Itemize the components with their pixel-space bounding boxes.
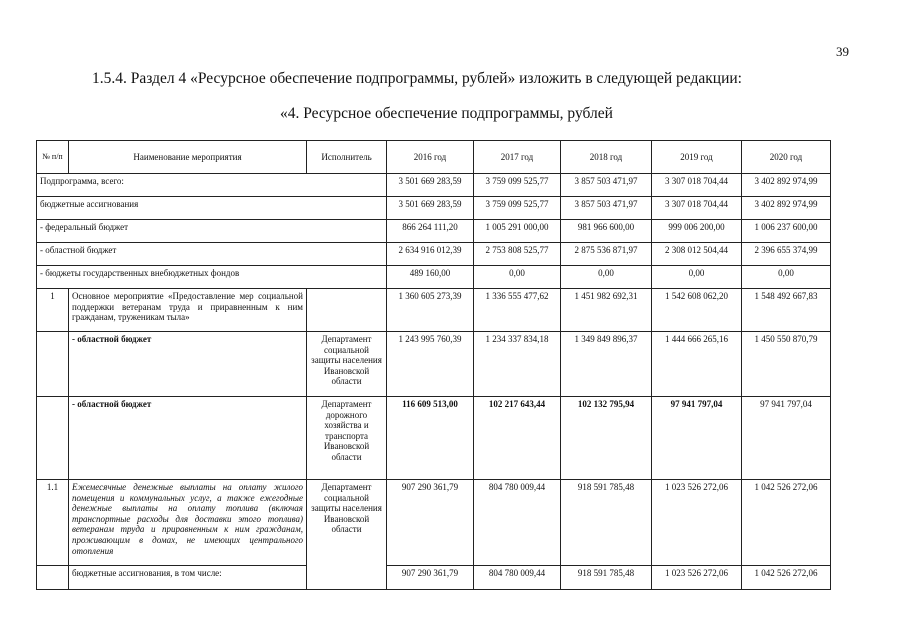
row-value-2017: 102 217 643,44 [474,397,561,480]
table-row [37,480,831,566]
row-name: бюджетные ассигнования [37,197,387,220]
row-value-2020: 1 450 550 870,79 [742,332,831,397]
row-value-2018: 918 591 785,48 [561,480,652,566]
row-value-2019: 1 023 526 272,06 [652,566,742,590]
header-year-2019: 2019 год [652,141,742,174]
table-row [37,332,831,397]
row-value-2016: 866 264 111,20 [387,220,474,243]
row-value-2019: 1 542 608 062,20 [652,289,742,332]
row-name: - областной бюджет [69,332,307,397]
table-row [37,174,831,197]
table-row [37,197,831,220]
row-num [37,566,69,590]
row-value-2020: 3 402 892 974,99 [742,174,831,197]
row-value-2018: 1 451 982 692,31 [561,289,652,332]
row-value-2018: 1 349 849 896,37 [561,332,652,397]
row-value-2018: 3 857 503 471,97 [561,197,652,220]
section-heading: 1.5.4. Раздел 4 «Ресурсное обеспечение подпрограммы, рублей» изложить в следующей редакции: [92,70,742,87]
row-value-2018: 102 132 795,94 [561,397,652,480]
row-num [37,397,69,480]
row-value-2020: 1 006 237 600,00 [742,220,831,243]
row-value-2016: 489 160,00 [387,266,474,289]
row-value-2017: 3 759 099 525,77 [474,174,561,197]
row-executor [307,289,387,332]
row-value-2018: 3 857 503 471,97 [561,174,652,197]
row-value-2018: 918 591 785,48 [561,566,652,590]
row-num: 1.1 [37,480,69,566]
row-value-2018: 981 966 600,00 [561,220,652,243]
row-value-2016: 1 360 605 273,39 [387,289,474,332]
row-value-2018: 2 875 536 871,97 [561,243,652,266]
row-value-2017: 1 336 555 477,62 [474,289,561,332]
header-year-2018: 2018 год [561,141,652,174]
row-value-2017: 3 759 099 525,77 [474,197,561,220]
row-value-2019: 2 308 012 504,44 [652,243,742,266]
page-number: 39 [836,44,849,59]
resource-table [36,140,831,590]
row-executor: Департамент социальной защиты населения Ивановской области [307,332,387,397]
row-name: - областной бюджет [69,397,307,480]
row-value-2016: 2 634 916 012,39 [387,243,474,266]
row-value-2017: 804 780 009,44 [474,480,561,566]
header-year-2017: 2017 год [474,141,561,174]
row-value-2019: 3 307 018 704,44 [652,174,742,197]
row-value-2020: 2 396 655 374,99 [742,243,831,266]
row-value-2016: 907 290 361,79 [387,566,474,590]
header-name: Наименование мероприятия [69,141,307,174]
row-executor: Департамент дорожного хозяйства и транспорта Ивановской области [307,397,387,480]
row-value-2016: 3 501 669 283,59 [387,174,474,197]
row-value-2016: 907 290 361,79 [387,480,474,566]
header-executor: Исполнитель [307,141,387,174]
row-value-2017: 1 234 337 834,18 [474,332,561,397]
row-value-2016: 116 609 513,00 [387,397,474,480]
table-row [37,220,831,243]
table-header-row [37,141,831,174]
row-value-2017: 1 005 291 000,00 [474,220,561,243]
row-value-2018: 0,00 [561,266,652,289]
row-name: Ежемесячные денежные выплаты на оплату жилого помещения и коммунальных услуг, а также ежегодные денежные выплаты на оплату топлива (включая транспортные расходы для доставки этого топлива) ветеранам труда и приравненным к ним гражданам, проживающим в домах, не имеющих центрального отопления [69,480,307,566]
table-title: «4. Ресурсное обеспечение подпрограммы, рублей [280,105,613,122]
table-row [37,397,831,480]
table-row [37,289,831,332]
row-name: Подпрограмма, всего: [37,174,387,197]
row-value-2019: 1 444 666 265,16 [652,332,742,397]
row-value-2017: 2 753 808 525,77 [474,243,561,266]
row-value-2020: 1 042 526 272,06 [742,566,831,590]
header-num: № п/п [37,141,69,174]
row-value-2016: 3 501 669 283,59 [387,197,474,220]
row-name: бюджетные ассигнования, в том числе: [69,566,307,590]
row-name: - бюджеты государственных внебюджетных фондов [37,266,387,289]
row-value-2020: 97 941 797,04 [742,397,831,480]
header-year-2020: 2020 год [742,141,831,174]
row-executor: Департамент социальной защиты населения Ивановской области [307,480,387,590]
table-row [37,566,831,590]
row-value-2020: 0,00 [742,266,831,289]
row-name: Основное мероприятие «Предоставление мер социальной поддержки ветеранам труда и приравненным к ним гражданам, труженикам тыла» [69,289,307,332]
row-value-2020: 3 402 892 974,99 [742,197,831,220]
row-value-2019: 1 023 526 272,06 [652,480,742,566]
row-value-2019: 0,00 [652,266,742,289]
row-value-2020: 1 548 492 667,83 [742,289,831,332]
header-year-2016: 2016 год [387,141,474,174]
row-value-2019: 3 307 018 704,44 [652,197,742,220]
table-row [37,266,831,289]
row-value-2017: 0,00 [474,266,561,289]
row-num: 1 [37,289,69,332]
row-name: - федеральный бюджет [37,220,387,243]
row-value-2019: 999 006 200,00 [652,220,742,243]
row-value-2019: 97 941 797,04 [652,397,742,480]
row-num [37,332,69,397]
row-name: - областной бюджет [37,243,387,266]
row-value-2016: 1 243 995 760,39 [387,332,474,397]
table-row [37,243,831,266]
row-value-2017: 804 780 009,44 [474,566,561,590]
row-value-2020: 1 042 526 272,06 [742,480,831,566]
